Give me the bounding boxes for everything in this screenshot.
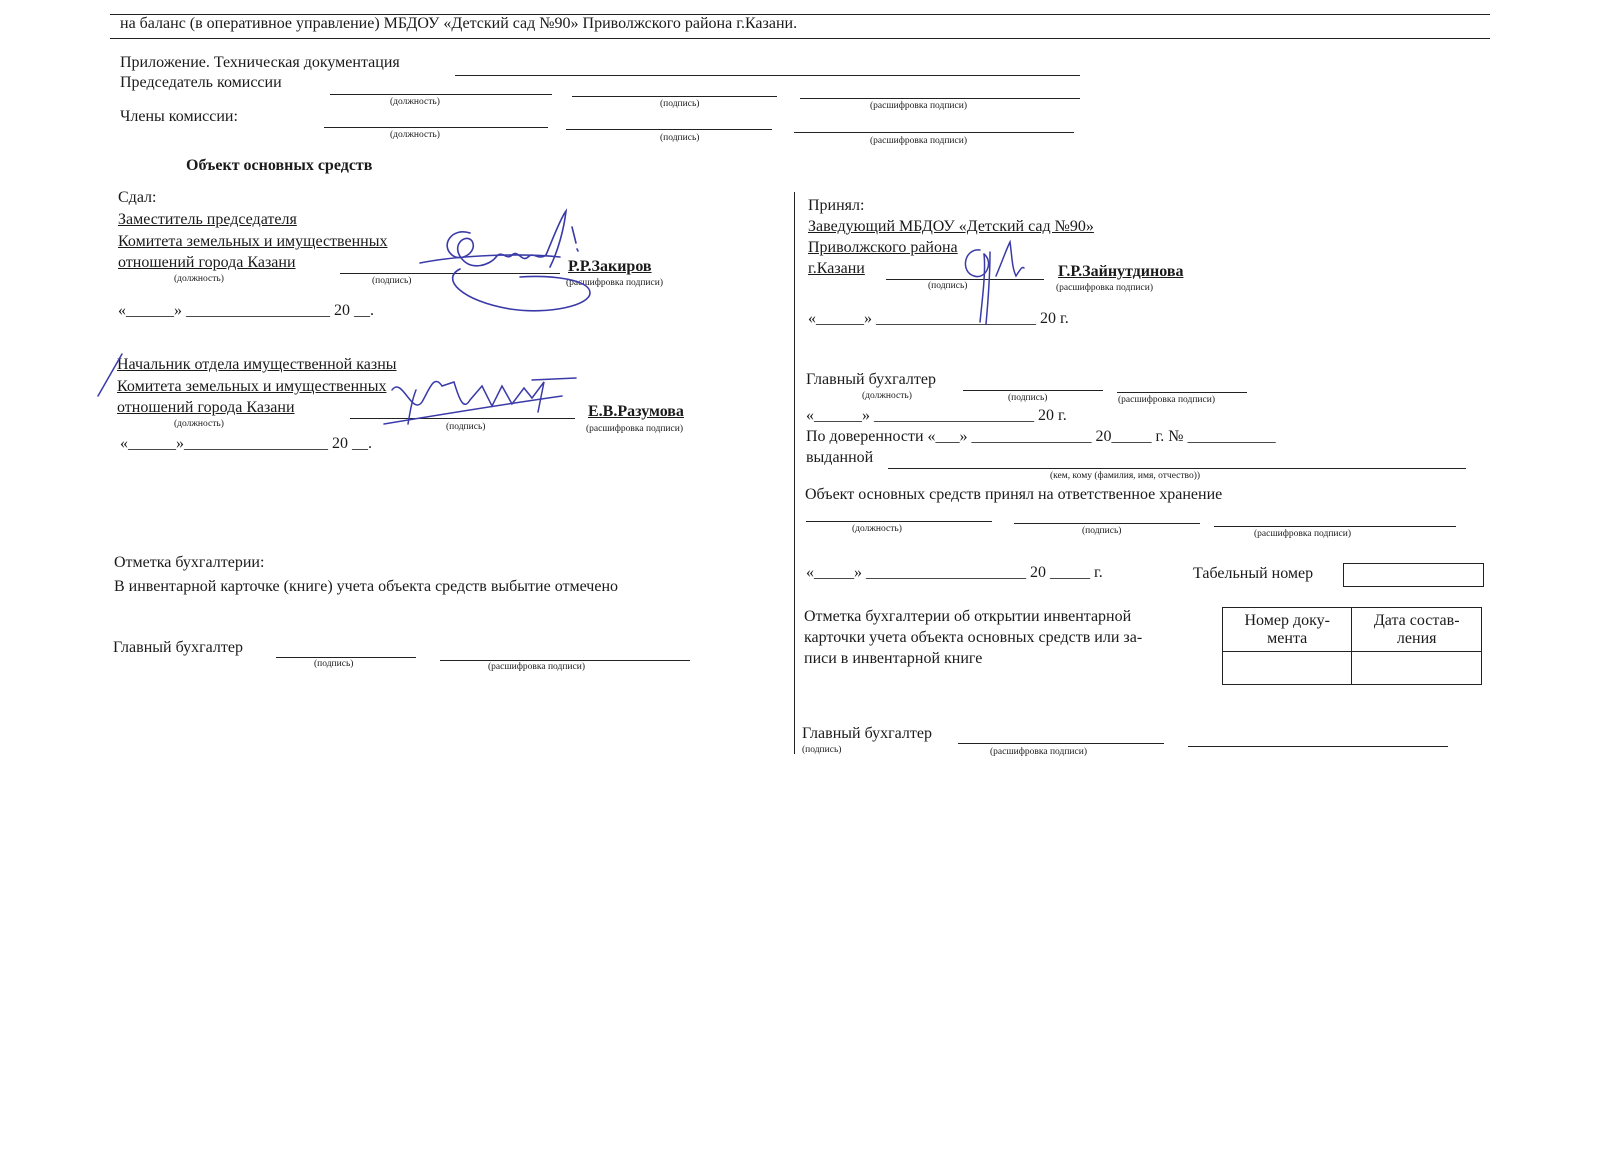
chairman-decode-line <box>800 98 1080 99</box>
received-cap-decode: (расшифровка подписи) <box>1056 283 1153 293</box>
accounting-chief-cap-signature: (подпись) <box>314 659 354 669</box>
handed-p1-name: Р.Р.Закиров <box>568 258 652 275</box>
table-cell-date <box>1352 652 1482 685</box>
accounting-chief-label: Главный бухгалтер <box>113 639 243 656</box>
received-label: Принял: <box>808 197 865 214</box>
received-chief-signature-line <box>963 390 1103 391</box>
members-cap-signature: (подпись) <box>660 133 700 143</box>
received-date: «______» ____________________ 20 г. <box>808 310 1069 327</box>
storage-signature-line <box>1014 523 1200 524</box>
issued-cap: (кем, кому (фамилия, имя, отчество)) <box>1050 471 1201 481</box>
tab-number-box <box>1343 563 1484 587</box>
table-header-date: Дата состав- ления <box>1352 608 1482 652</box>
accounting-mark-label: Отметка бухгалтерии: <box>114 554 265 571</box>
column-divider <box>794 192 795 754</box>
object-title: Объект основных средств <box>186 157 373 174</box>
received-line2: Приволжского района <box>808 239 958 256</box>
accounting-chief-cap-decode: (расшифровка подписи) <box>488 662 585 672</box>
bottom-chief-decode-line <box>1188 746 1448 747</box>
handed-p1-date: «______» __________________ 20 __. <box>118 302 374 319</box>
appendix-label: Приложение. Техническая документация <box>120 54 400 71</box>
members-decode-line <box>794 132 1074 133</box>
handed-p1-cap-position: (должность) <box>174 274 224 284</box>
received-chief-cap-position: (должность) <box>862 391 912 401</box>
handed-p2-cap-decode: (расшифровка подписи) <box>586 424 683 434</box>
accounting-chief-signature-line <box>276 657 416 658</box>
handed-p2-line3: отношений города Казани <box>117 399 295 416</box>
bottom-chief-label: Главный бухгалтер <box>802 725 932 742</box>
chairman-position-line <box>330 94 552 95</box>
chairman-cap-decode: (расшифровка подписи) <box>870 101 967 111</box>
handed-p2-line2: Комитета земельных и имущественных <box>117 378 387 395</box>
received-name: Г.Р.Зайнутдинова <box>1058 263 1184 280</box>
signature-zakirov <box>400 205 610 320</box>
proxy-line: По доверенности «___» _______________ 20_____ г. № ___________ <box>806 428 1276 445</box>
accounting-chief-decode-line <box>440 660 690 661</box>
signature-razumova <box>92 346 582 436</box>
received-line1: Заведующий МБДОУ «Детский сад №90» <box>808 218 1094 235</box>
handed-p2-line1: Начальник отдела имущественной казны <box>117 356 397 373</box>
members-cap-position: (должность) <box>390 130 440 140</box>
members-label: Члены комиссии: <box>120 108 238 125</box>
received-chief-cap-decode: (расшифровка подписи) <box>1118 395 1215 405</box>
storage-cap-signature: (подпись) <box>1082 526 1122 536</box>
received-chief-label: Главный бухгалтер <box>806 371 936 388</box>
open-mark-line3: писи в инвентарной книге <box>804 650 983 667</box>
tab-number-label: Табельный номер <box>1193 565 1314 582</box>
storage-cap-decode: (расшифровка подписи) <box>1254 529 1351 539</box>
issued-line <box>888 468 1466 469</box>
members-position-line <box>324 127 548 128</box>
top-rule-2 <box>110 38 1490 39</box>
inventory-table <box>1222 607 1482 685</box>
received-line3: г.Казани <box>808 260 865 277</box>
received-chief-decode-line <box>1117 392 1247 393</box>
table-header-doc-number: Номер доку- мента <box>1223 608 1352 652</box>
handed-p2-cap-position: (должность) <box>174 419 224 429</box>
bottom-chief-cap-decode: (расшифровка подписи) <box>990 747 1087 757</box>
storage-position-line <box>806 521 992 522</box>
storage-decode-line <box>1214 526 1456 527</box>
appendix-line <box>455 75 1080 76</box>
storage-date: «_____» ____________________ 20 _____ г. <box>806 564 1103 581</box>
storage-label: Объект основных средств принял на ответственное хранение <box>805 486 1223 503</box>
handed-p2-date: «______»__________________ 20 __. <box>120 435 372 452</box>
members-signature-line <box>566 129 772 130</box>
received-cap-signature: (подпись) <box>928 281 968 291</box>
table-cell-doc-number <box>1223 652 1352 685</box>
received-chief-cap-signature: (подпись) <box>1008 393 1048 403</box>
handed-p2-name: Е.В.Разумова <box>588 403 684 420</box>
bottom-chief-signature-line <box>958 743 1164 744</box>
chairman-label: Председатель комиссии <box>120 74 282 91</box>
handed-p1-line3: отношений города Казани <box>118 254 296 271</box>
chairman-cap-position: (должность) <box>390 97 440 107</box>
chairman-cap-signature: (подпись) <box>660 99 700 109</box>
handed-p1-line1: Заместитель председателя <box>118 211 297 228</box>
open-mark-line1: Отметка бухгалтерии об открытии инвентарной <box>804 608 1132 625</box>
bottom-chief-cap-signature: (подпись) <box>802 745 842 755</box>
received-chief-date: «______» ____________________ 20 г. <box>806 407 1067 424</box>
chairman-signature-line <box>572 96 777 97</box>
members-cap-decode: (расшифровка подписи) <box>870 136 967 146</box>
handed-label: Сдал: <box>118 189 157 206</box>
handed-p2-cap-signature: (подпись) <box>446 422 486 432</box>
handed-p1-cap-decode: (расшифровка подписи) <box>566 278 663 288</box>
handed-p1-line2: Комитета земельных и имущественных <box>118 233 388 250</box>
storage-cap-position: (должность) <box>852 524 902 534</box>
issued-label: выданной <box>806 449 874 466</box>
accounting-mark-text: В инвентарной карточке (книге) учета объекта средств выбытие отмечено <box>114 578 619 595</box>
signature-zaynutdinova <box>950 232 1030 327</box>
handed-p1-cap-signature: (подпись) <box>372 276 412 286</box>
open-mark-line2: карточки учета объекта основных средств или за- <box>804 629 1143 646</box>
top-line-text: на баланс (в оперативное управление) МБДОУ «Детский сад №90» Приволжского района г.Казани. <box>120 15 798 32</box>
